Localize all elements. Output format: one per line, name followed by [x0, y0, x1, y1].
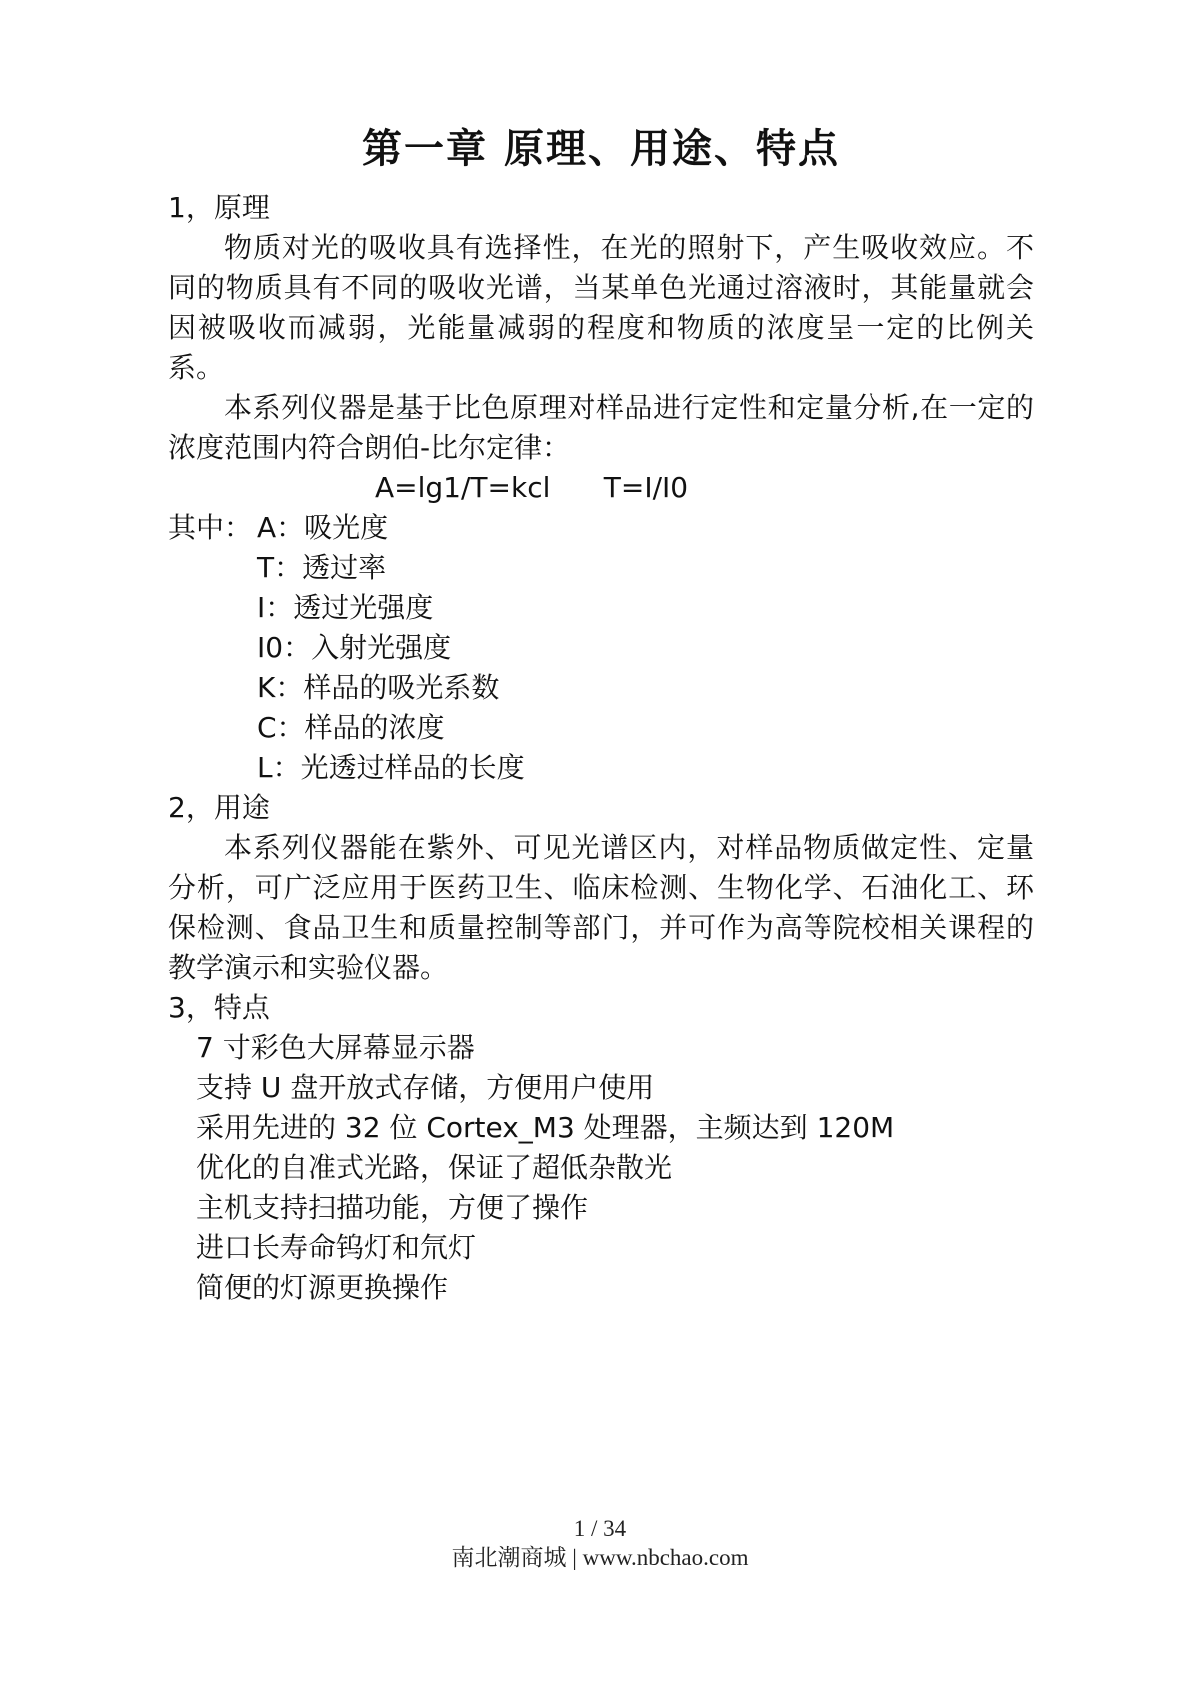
page-title: 第一章 原理、用途、特点: [362, 126, 840, 172]
feature-item: 简便的灯源更换操作: [196, 1271, 449, 1304]
feature-item: 优化的自准式光路，保证了超低杂散光: [196, 1151, 673, 1184]
definition-row: [168, 508, 1034, 548]
section-heading: 3，特点: [168, 991, 270, 1024]
footer-site: 南北潮商城 | www.nbchao.com: [451, 1545, 749, 1570]
page-number: 1 / 34: [573, 1516, 627, 1541]
where-label: 其中：: [168, 511, 253, 544]
paragraph: 本系列仪器是基于比色原理对样品进行定性和定量分析,在一定的浓度范围内符合朗伯-比尔定律：: [168, 391, 1034, 464]
document-page: [168, 120, 1034, 1308]
feature-item: 采用先进的 32 位 Cortex_M3 处理器，主频达到 120M: [196, 1111, 895, 1144]
paragraph: 物质对光的吸收具有选择性，在光的照射下，产生吸收效应。不同的物质具有不同的吸收光谱，当某单色光通过溶液时，其能量就会因被吸收而减弱，光能量减弱的程度和物质的浓度呈一定的比例关系。: [168, 231, 1034, 384]
section-heading: 1，原理: [168, 191, 270, 224]
feature-list: [168, 1028, 1034, 1308]
formula-line: A=lg1/T=kcl T=I/I0: [375, 471, 689, 504]
definition-row: [168, 748, 1034, 788]
definition-text: I0：入射光强度: [257, 631, 452, 664]
definition-row: [168, 668, 1034, 708]
section-features: [168, 988, 1034, 1308]
definition-text: C：样品的浓度: [257, 711, 445, 744]
page-footer: [0, 1514, 1200, 1572]
feature-item: 进口长寿命钨灯和氘灯: [196, 1231, 477, 1264]
definition-text: L：光透过样品的长度: [257, 751, 525, 784]
section-principle: [168, 188, 1034, 788]
definition-row: [168, 548, 1034, 588]
definition-text: A：吸光度: [257, 511, 389, 544]
section-heading: 2，用途: [168, 791, 270, 824]
definition-row: [168, 708, 1034, 748]
feature-item: 支持 U 盘开放式存储，方便用户使用: [196, 1071, 655, 1104]
paragraph: 本系列仪器能在紫外、可见光谱区内，对样品物质做定性、定量分析，可广泛应用于医药卫生、临床检测、生物化学、石油化工、环保检测、食品卫生和质量控制等部门，并可作为高等院校相关课程的教学演示和实验仪器。: [168, 831, 1034, 984]
section-usage: [168, 788, 1034, 988]
definitions-list: [168, 508, 1034, 788]
definition-text: I：透过光强度: [257, 591, 434, 624]
definition-text: T：透过率: [257, 551, 387, 584]
definition-row: [168, 628, 1034, 668]
definition-row: [168, 588, 1034, 628]
feature-item: 7 寸彩色大屏幕显示器: [196, 1031, 475, 1064]
feature-item: 主机支持扫描功能，方便了操作: [196, 1191, 589, 1224]
definition-text: K：样品的吸光系数: [257, 671, 500, 704]
